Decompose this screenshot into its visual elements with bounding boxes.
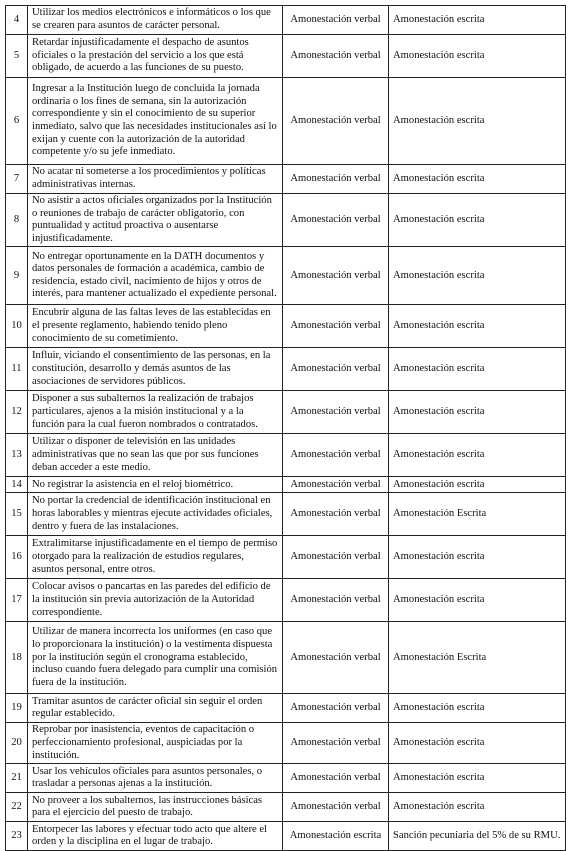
infraction-description: Usar los vehículos oficiales para asuntos personales, o trasladar a personas ajenas a la institución. — [28, 764, 283, 793]
infraction-description: Utilizar o disponer de televisión en las unidades administrativas que no sean las que por sus funciones deban acceder a este medio. — [28, 434, 283, 477]
row-number: 20 — [6, 723, 28, 764]
infraction-description: Colocar avisos o pancartas en las paredes del edificio de la institución sin previa autorización de la Autoridad correspondiente. — [28, 579, 283, 622]
first-sanction: Amonestación verbal — [283, 35, 389, 78]
second-sanction: Amonestación escrita — [389, 391, 566, 434]
row-number: 14 — [6, 477, 28, 493]
table-row — [6, 165, 566, 194]
row-number: 15 — [6, 493, 28, 536]
second-sanction: Amonestación escrita — [389, 6, 566, 35]
infraction-description: Encubrir alguna de las faltas leves de las establecidas en el presente reglamento, habiendo tenido pleno conocimiento de su cometimiento. — [28, 305, 283, 348]
infraction-description: Utilizar de manera incorrecta los uniformes (en caso que lo proporcionara la institución) o la vestimenta dispuesta por la institución según el cronograma establecido, incluso cuando fuera delegado para cumplir una comisión fuera de la institución. — [28, 622, 283, 694]
first-sanction: Amonestación verbal — [283, 764, 389, 793]
second-sanction: Amonestación Escrita — [389, 493, 566, 536]
infraction-description: No portar la credencial de identificación institucional en horas laborables y mientras ejecute actividades oficiales, dentro y fuera de las instalaciones. — [28, 493, 283, 536]
first-sanction: Amonestación verbal — [283, 493, 389, 536]
table-row — [6, 194, 566, 247]
second-sanction: Amonestación escrita — [389, 793, 566, 822]
table-row — [6, 35, 566, 78]
table-row — [6, 434, 566, 477]
first-sanction: Amonestación verbal — [283, 165, 389, 194]
row-number: 17 — [6, 579, 28, 622]
table-row — [6, 247, 566, 305]
infraction-description: No proveer a los subalternos, las instrucciones básicas para el ejercicio del puesto de trabajo. — [28, 793, 283, 822]
infraction-description: No registrar la asistencia en el reloj biométrico. — [28, 477, 283, 493]
second-sanction: Amonestación escrita — [389, 536, 566, 579]
row-number: 23 — [6, 822, 28, 851]
table-row — [6, 78, 566, 165]
row-number: 6 — [6, 78, 28, 165]
table-row — [6, 622, 566, 694]
first-sanction: Amonestación verbal — [283, 622, 389, 694]
second-sanction: Amonestación escrita — [389, 78, 566, 165]
second-sanction: Amonestación escrita — [389, 348, 566, 391]
first-sanction: Amonestación escrita — [283, 822, 389, 851]
row-number: 22 — [6, 793, 28, 822]
row-number: 12 — [6, 391, 28, 434]
first-sanction: Amonestación verbal — [283, 694, 389, 723]
first-sanction: Amonestación verbal — [283, 793, 389, 822]
first-sanction: Amonestación verbal — [283, 6, 389, 35]
table-row — [6, 6, 566, 35]
first-sanction: Amonestación verbal — [283, 723, 389, 764]
first-sanction: Amonestación verbal — [283, 348, 389, 391]
row-number: 19 — [6, 694, 28, 723]
second-sanction: Amonestación escrita — [389, 723, 566, 764]
row-number: 18 — [6, 622, 28, 694]
infraction-description: Reprobar por inasistencia, eventos de capacitación o perfeccionamiento profesional, auspiciadas por la institución. — [28, 723, 283, 764]
infraction-description: Extralimitarse injustificadamente en el tiempo de permiso otorgado para la realización de estudios regulares, asuntos personal, entre otros. — [28, 536, 283, 579]
first-sanction: Amonestación verbal — [283, 434, 389, 477]
first-sanction: Amonestación verbal — [283, 247, 389, 305]
table-row — [6, 305, 566, 348]
sanctions-table — [5, 5, 566, 851]
second-sanction: Amonestación escrita — [389, 194, 566, 247]
table-row — [6, 493, 566, 536]
sanctions-table-body — [6, 6, 566, 851]
row-number: 8 — [6, 194, 28, 247]
second-sanction: Amonestación Escrita — [389, 622, 566, 694]
infraction-description: Entorpecer las labores y efectuar todo acto que altere el orden y la disciplina en el lugar de trabajo. — [28, 822, 283, 851]
first-sanction: Amonestación verbal — [283, 536, 389, 579]
first-sanction: Amonestación verbal — [283, 477, 389, 493]
second-sanction: Amonestación escrita — [389, 434, 566, 477]
first-sanction: Amonestación verbal — [283, 391, 389, 434]
table-row — [6, 764, 566, 793]
infraction-description: Disponer a sus subalternos la realización de trabajos particulares, ajenos a la misión institucional y a la función para la cual fueron nombrados o contratados. — [28, 391, 283, 434]
table-row — [6, 723, 566, 764]
row-number: 5 — [6, 35, 28, 78]
row-number: 4 — [6, 6, 28, 35]
second-sanction: Amonestación escrita — [389, 165, 566, 194]
row-number: 21 — [6, 764, 28, 793]
table-row — [6, 579, 566, 622]
first-sanction: Amonestación verbal — [283, 194, 389, 247]
infraction-description: No acatar ni someterse a los procedimientos y políticas administrativas internas. — [28, 165, 283, 194]
second-sanction: Amonestación escrita — [389, 305, 566, 348]
second-sanction: Sanción pecuniaria del 5% de su RMU. — [389, 822, 566, 851]
infraction-description: No asistir a actos oficiales organizados por la Institución o reuniones de trabajo de carácter obligatorio, con puntualidad y actitud proactiva o ausentarse injustificadamente. — [28, 194, 283, 247]
first-sanction: Amonestación verbal — [283, 78, 389, 165]
row-number: 11 — [6, 348, 28, 391]
table-row — [6, 694, 566, 723]
second-sanction: Amonestación escrita — [389, 579, 566, 622]
second-sanction: Amonestación escrita — [389, 247, 566, 305]
second-sanction: Amonestación escrita — [389, 694, 566, 723]
row-number: 13 — [6, 434, 28, 477]
row-number: 10 — [6, 305, 28, 348]
row-number: 9 — [6, 247, 28, 305]
second-sanction: Amonestación escrita — [389, 477, 566, 493]
second-sanction: Amonestación escrita — [389, 35, 566, 78]
table-row — [6, 348, 566, 391]
second-sanction: Amonestación escrita — [389, 764, 566, 793]
table-row — [6, 477, 566, 493]
infraction-description: Tramitar asuntos de carácter oficial sin seguir el orden regular establecido. — [28, 694, 283, 723]
table-row — [6, 822, 566, 851]
table-row — [6, 793, 566, 822]
table-row — [6, 536, 566, 579]
infraction-description: No entregar oportunamente en la DATH documentos y datos personales de formación a académica, cambio de residencia, estado civil, nacimiento de hijos y otros de interés, para mantener actualizado el expediente personal. — [28, 247, 283, 305]
row-number: 7 — [6, 165, 28, 194]
infraction-description: Influir, viciando el consentimiento de las personas, en la constitución, desarrollo y demás asuntos de las asociaciones de servidores públicos. — [28, 348, 283, 391]
infraction-description: Retardar injustificadamente el despacho de asuntos oficiales o la prestación del servicio a los que está obligado, de acuerdo a las funciones de su puesto. — [28, 35, 283, 78]
table-row — [6, 391, 566, 434]
first-sanction: Amonestación verbal — [283, 579, 389, 622]
infraction-description: Ingresar a la Institución luego de concluida la jornada ordinaria o los fines de semana, sin la autorización correspondiente y sin el conocimiento de su superior inmediato, salvo que las necesidades institucionales así lo exijan y cuente con la autorización de la autoridad competente y/o su jefe inmediato. — [28, 78, 283, 165]
first-sanction: Amonestación verbal — [283, 305, 389, 348]
row-number: 16 — [6, 536, 28, 579]
infraction-description: Utilizar los medios electrónicos e informáticos o los que se crearen para asuntos de carácter personal. — [28, 6, 283, 35]
